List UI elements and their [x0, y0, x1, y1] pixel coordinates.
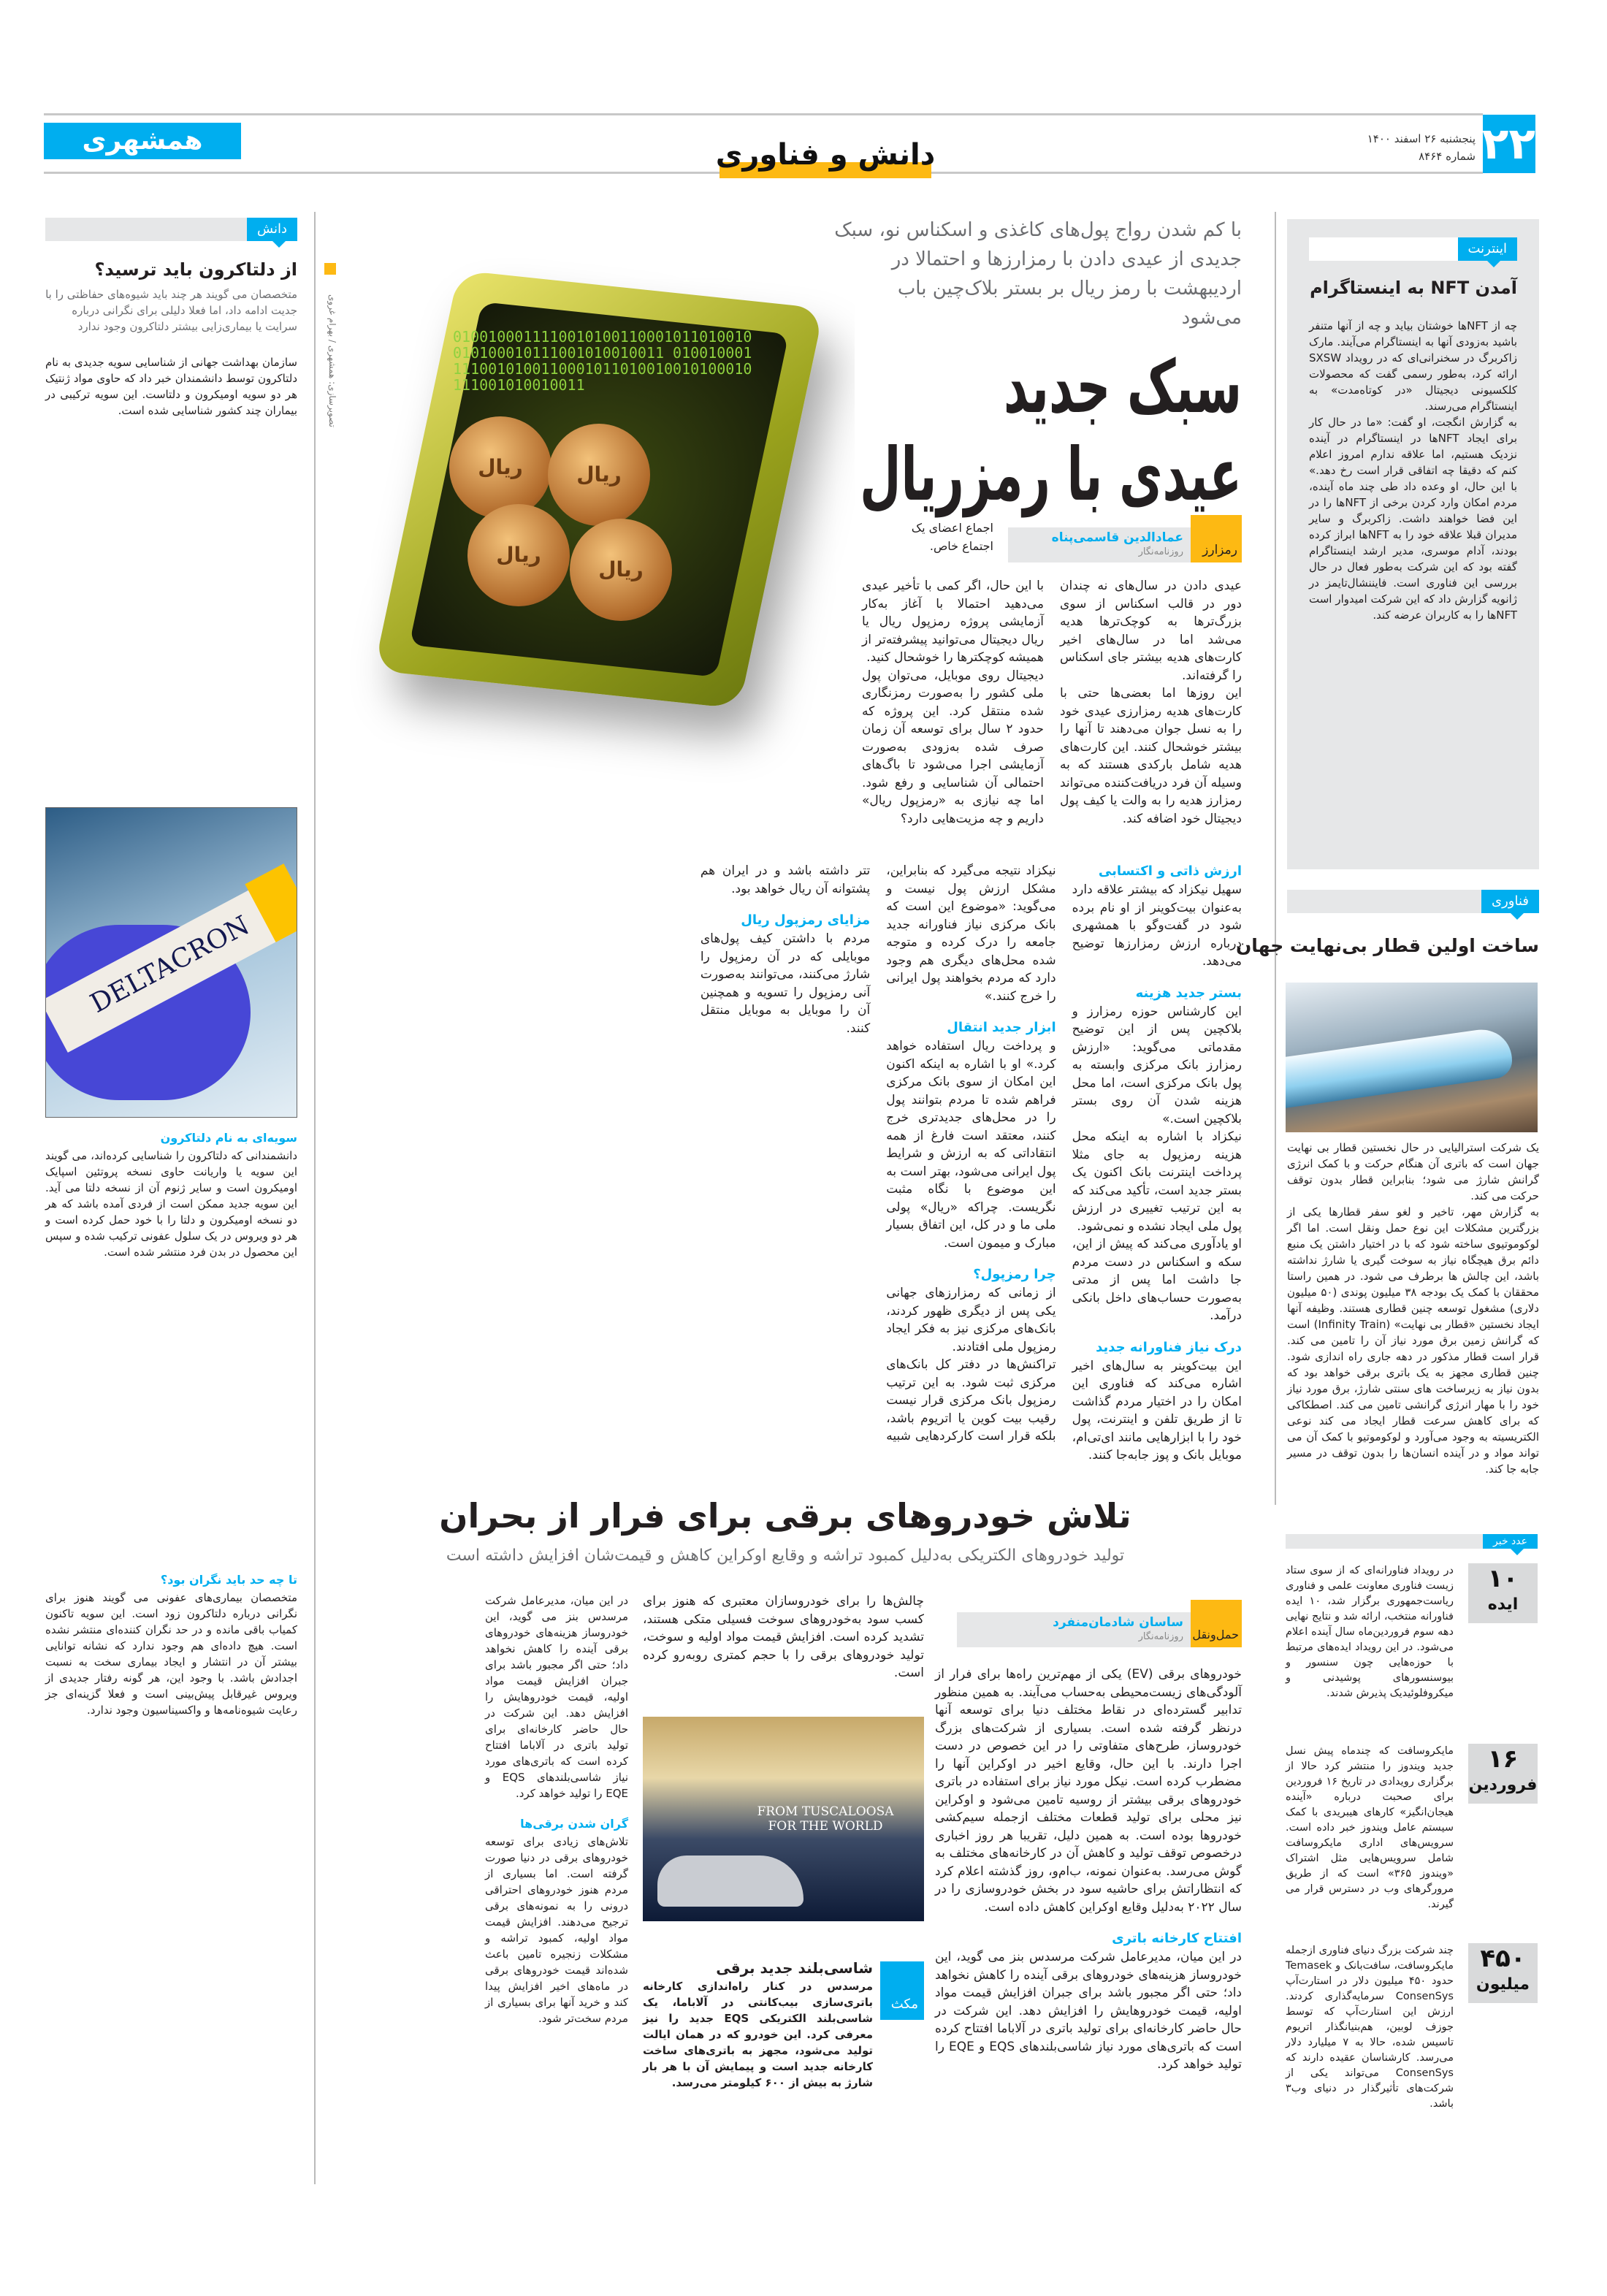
- ev-subtitle: تولید خودروهای الکتریکی به‌دلیل کمبود تراشه و وقایع اوکراین کاهش و قیمت‌شان افزایش داشته است: [446, 1546, 1125, 1565]
- coin-icon: ریال: [449, 416, 551, 519]
- stat-box: ۱۰ ایده: [1468, 1563, 1538, 1623]
- subheading: چرا رمزپول؟: [973, 1267, 1056, 1282]
- train-photo: [1286, 983, 1538, 1132]
- issue-date: پنجشنبه ۲۶ اسفند ۱۴۰۰: [1367, 132, 1476, 145]
- author-role: روزنامه‌نگار: [1138, 546, 1183, 557]
- section-tag: اینترنت: [1458, 237, 1518, 261]
- science-section: تا چه حد باید نگران بود؟ متخصصان بیماری‌های عفونی می گویند هنوز برای نگرانی درباره دلتاکرون زود است. این سویه تاکنون کمیاب باقی مانده و در حد نگران کننده‌ای منتشر نشده است. هیچ داده‌ای هم وجود ندارد که نشانه توانایی بیشتر آن در انتشار و ایجاد بیماری سخت به نسبت اجدادش باشد. با وجود این، هر گونه رفتار جدیدی از ویروس غیرقابل پیش‌بینی است و فعلا گزینه‌ای جز رعایت شیوه‌نامه‌ها و واکسیناسیون وجود ندارد.: [45, 1573, 297, 1717]
- binary-digits: 0100100011110010100110001011010010010100010111001010010011 0100100011110010100110001011010010010100010111001010010011: [453, 328, 752, 394]
- stat-text: در رویداد فناورانه‌ای که از سوی ستاد زیست فناوری معاونت علمی و فناوری ریاست‌جمهوری برگزار شد، ۱۰ ایده فناورانه منتخب، ارائه شد و نتایج نهایی دهه سوم فروردین‌ماه سال آینده اعلام می‌شود. در این رویداد ایده‌های مرتبط با حوزه‌هایی چون سنسور و بیوسنسورهای پوشیدنی و میکروفلوئیدیک پذیرش شدند.: [1286, 1565, 1454, 1699]
- ev-body-left: در این میان، مدیرعامل شرکت مرسدس بنز می گوید، این خودروساز هزینه‌های خودروهای برقی آینده را کاهش نخواهد داد؛ حتی اگر مجبور باشد برای جبران افزایش قیمت مواد اولیه، قیمت خودروهایش را افزایش دهد. این شرکت در حال حاضر کارخانه‌ای برای تولید باتری در آلاباما افتتاح کرده است که باتری‌های مورد نیاز شاسی‌بلندهای EQS و EQE را تولید خواهد کرد. گران شدن برقی‌ها تلاش‌های زیادی برای توسعه خودروهای برقی در دنیا صورت گرفته است. اما بسیاری از مردم هنوز خودروهای احتراقی درونی را به نمونه‌های برقی ترجیح می‌دهند. افزایش قیمت مواد اولیه، کمبود تراشه و مشکلات زنجیره تامین باعث شده‌اند قیمت خودروهای برقی در ماه‌های اخیر افزایش پیدا کند و خرید آنها برای بسیاری از مردم سخت‌تر شود.: [485, 1594, 628, 2025]
- ev-title: تلاش خودروهای برقی برای فرار از بحران: [439, 1496, 1131, 1536]
- ev-factory-photo: [643, 1717, 924, 1921]
- coin-icon: ریال: [570, 519, 672, 621]
- column-divider: [1275, 212, 1276, 1505]
- article-body-lower: ارزش ذاتی و اکتسابی سهیل نیکزاد که بیشتر علاقه دارد به‌عنوان بیت‌کوینر از او نام برده شود در گفت‌وگو با همشهری درباره ارزش رمزارزها توضیح می‌دهد. بستر جدید هزینه این کارشناس حوزه رمزارز و بلاکچین پس از این توضیح مقدماتی می‌گوید: «ارزش رمزارز بانک مرکزی وابسته به پول بانک مرکزی است، اما محل هزینه شدن آن روی بستر بلاکچین است.» نیکزاد با اشاره به اینکه محل هزینه رمزپول به جای مثلا پرداخت اینترنت بانک اکنون یک بستر جدید است، تأکید می‌کند که به این ترتیب تغییری در ارزش پول ملی ایجاد نشده و نمی‌شود. او یادآوری می‌کند که پیش از این، سکه و اسکناس در دست مردم جا داشت اما پس از مدتی به‌صورت حساب‌های داخل بانکی درآمد. درک نیاز فناورانه جدید این بیت‌کوینر به سال‌های اخیر اشاره می‌کند که فناوری این امکان را در اختیار مردم گذاشت تا از طریق تلفن و اینترنت، پول خود را با ابزارهایی مانند ای‌تی‌ام، موبایل بانک و پوز جابه‌جا کنند. نیکزاد نتیجه می‌گیرد که بنابراین، مشکل ارزش پول نیست و می‌گوید: «موضوع این است که بانک مرکزی نیاز فناورانه جدید جامعه را درک کرده و متوجه شده محل‌های دیگری هم وجود دارد که مردم بخواهند پول ایرانی را خرج کنند.» ابزار جدید انتقال و پرداخت ریال استفاده خواهد کرد.» او با اشاره به اینکه اکنون این امکان از سوی بانک مرکزی فراهم شده تا مردم بتوانند پول را در محل‌های جدیدتری خرج کنند، معتقد است فارغ از همه انتقاداتی که به ارزش و شرایط پول ایرانی می‌شود، بهتر است به این موضوع با نگاه مثبت نگریست. چراکه «ریال» پولی ملی ما و در کل، این اتفاق بسیار مبارک و میمون است. چرا رمزپول؟ از زمانی که رمزارزهای جهانی یکی پس از دیگری ظهور کردند، بانک‌های مرکزی نیز به فکر ایجاد رمزپول ملی افتادند. تراکنش‌ها در دفتر کل بانک‌های مرکزی ثبت شود. به این ترتیب رمزپول بانک مرکزی قرار نیست رقیب بیت کوین یا اتریوم باشد، بلکه قرار است کارکردهایی شبیه تتر داشته باشد و در ایران هم پشتوانه آن ریال خواهد بود. مزایای رمزپول ریال مردم با داشتن کیف پول‌های موبایلی که در آن رمزپول را شارژ می‌کنند، می‌توانند به‌صورت آنی رمزپول را تسویه و همچنین آن را موبایل به موبایل منتقل کنند.: [700, 863, 1242, 1462]
- mercedes-box: شاسی‌بلند جدید برقی مرسدس در کنار راه‌اندازی کارخانه باتری‌سازی بیب‌کانتی در آلاباما، یک شاسی‌بلند الکتریکی EQS جدید را نیز معرفی کرد. این خودرو که در همان ایالت تولید می‌شود، مجهز به باتری‌های ساخت کارخانه جدید است و پیمایش آن با هر بار شارژ به بیش از ۶۰۰ کیلومتر می‌رسد.: [643, 1959, 873, 2089]
- internet-body: چه از NFTها خوشتان بیاید و چه از آنها متنفر باشید به‌زودی آنها به اینستاگرام می‌آیند. مارک زاکربرگ در سخنرانی‌ای که در رویداد SXSW ارائه کرد، به‌طور رسمی گفت که محصولات کلکسیونی دیجیتال «در کوتاه‌مدت» به اینستاگرام می‌رسند. به گزارش انگجت، او گفت: «ما در حال کار برای ایجاد NFTها در اینستاگرام در آینده نزدیک هستیم، اما علاقه ندارم امروز اعلام کنم که دقیقا چه اتفاقی قرار است رخ دهد.» با این حال، او وعده داد طی چند ماه آینده، مردم امکان وارد کردن برخی از NFTها را در این فضا خواهند داشت. زاکربرگ و سایر مدیران قبلا علاقه خود را به NFTها ابراز کرده بودند، آدام موسری، مدیر ارشد اینستاگرام گفته بود که این شرکت به‌طور فعال در حال بررسی این فناوری است. فایننشال‌تایمز در ژانویه گزارش داد که این شرکت امیدوار است NFTها را به کاربران عرضه کند.: [1309, 319, 1517, 622]
- author-name: عمادالدین قاسمی‌پناه: [1051, 530, 1183, 545]
- image-credit: تصویرسازی: همشهری / بهرام غروی: [327, 294, 337, 427]
- issue-info: [1322, 130, 1476, 165]
- subheading: ارزش ذاتی و اکتسابی: [1098, 863, 1242, 879]
- stat-text: چند شرکت بزرگ دنیای فناوری ازجمله مایکروسافت، سافت‌بانک و Temasek حدود ۴۵۰ میلیون دلار در استارت‌آپ ConsenSys سرمایه‌گذاری کردند. ارزش این استارت‌آپ که توسط جوزف لوبین، هم‌بنیانگذار اتریوم تاسیس شده، حالا به ۷ میلیارد دلار می‌رسد. کارشناسان عقیده دارند که ConsenSys می‌تواند یکی از شرکت‌های تأثیرگذار در دنیای وب۳ باشد.: [1286, 1945, 1454, 2110]
- ev-body-middle: چالش‌ها را برای خودروسازان معتبری که هنوز برای کسب سود به‌خودروهای سوخت فسیلی متکی هستند، تشدید کرده است. افزایش قیمت مواد اولیه و سوخت، تولید خودروهای برقی را با حجم کمتری روبه‌رو کرده است.: [643, 1594, 924, 1680]
- science-title: از دلتاکرون باید ترسید؟: [94, 259, 297, 280]
- tech-body: یک شرکت استرالیایی در حال نخستین قطار بی نهایت جهان است که باتری آن هنگام حرکت و با کمک انرژی گرانش شارژ می شود؛ بنابراین قطار بدون توقف حرکت می کند. به گزارش مهر، تاخیر و لغو سفر قطارها یکی از بزرگترین مشکلات این نوع حمل ونقل است. اما اگر لوکوموتیوی ساخته شود که با در اختیار داشتن یک منبع دائم برق هیچگاه نیاز به سوخت گیری یا شارژ نداشته باشد، این چالش ها برطرف می شود. در همین راستا محققان با کمک یک بودجه ۳۸ میلیون پوندی (۵۰ میلیون دلاری) مشغول توسعه چنین قطاری هستند. وظیفه آنها ایجاد نخستین «قطار بی نهایت» (Infinity Train) است که گرانش زمین برق مورد نیاز آن را تامین می کند. قرار است قطار مذکور در دهه جاری راه اندازی شود. چنین قطاری مجهز به یک باتری برقی خواهد بود که بدون نیاز به زیرساخت های سنتی شارژ، برق مورد نیاز خود را با مهار انرژی گرانشی تامین می کند. اصطکاکی که برای کاهش سرعت قطار ایجاد می کند نوعی الکتریسیته به وجود می‌آورد و لوکوموتیو با کمک آن می تواند مواد و در آینده انسان‌ها را بدون توقف در مسیر جابه جا کند.: [1287, 1141, 1539, 1476]
- column-divider: [314, 212, 316, 2184]
- category-badge: رمزارز: [1191, 515, 1242, 562]
- section-tag: دانش: [247, 218, 297, 241]
- stat-box: ۱۶ فروردین: [1468, 1744, 1538, 1804]
- article-title: سبک جدید عیدی با رمزریال: [860, 344, 1242, 517]
- section-tag: عدد خبر: [1483, 1534, 1538, 1549]
- header-rule-top: [44, 113, 1483, 115]
- deltacron-photo: [45, 807, 297, 1118]
- subheading: بستر جدید هزینه: [1135, 985, 1242, 1001]
- subheading: ابزار جدید انتقال: [947, 1020, 1056, 1035]
- section-title: دانش و فناوری: [687, 137, 964, 178]
- category-badge: حمل‌ونقل: [1191, 1600, 1242, 1647]
- page-number: ۲۲: [1483, 115, 1535, 173]
- subheading: درک نیاز فناورانه جدید: [1096, 1339, 1242, 1355]
- stat-box: ۴۵۰ میلیون: [1468, 1943, 1538, 2003]
- photo-banner-text: FROM TUSCALOOSA FOR THE WORLD: [757, 1804, 894, 1834]
- article-body-upper: عیدی دادن در سال‌های نه چندان دور در قالب اسکناس از سوی بزرگ‌ترها به کوچک‌ترها هدیه می‌شد اما در سال‌های اخیر کارت‌های هدیه بیشتر جای اسکناس را گرفته‌اند. این روزها اما بعضی‌ها حتی با کارت‌های هدیه رمزارزی عیدی خود را به نسل جوان می‌دهند تا آنها را بیشتر خوشحال کنند. این کارت‌های هدیه شامل بارکدی هستند که به وسیله آن فرد دریافت‌کننده می‌تواند رمزارز هدیه را به والت یا کیف پول دیجیتال خود اضافه کند. با این حال، اگر کمی با تأخیر عیدی می‌دهید احتمالا با آغاز به‌کار آزمایشی پروژه رمزپول ریال یا ریال دیجیتال می‌توانید پیشرفته‌تر از همیشه کوچکترها را خوشحال کنید. دیجیتال روی موبایل، می‌توان پول ملی کشور را به‌صورت رمزنگاری شده منتقل کرد. این پروژه که حدود ۲ سال برای توسعه آن زمان صرف شده به‌زودی به‌صورت آزمایشی اجرا می‌شود تا باگ‌های احتمالی آن شناسایی و رفع شود. اما چه نیازی به «رمزپول ریال» داریم و چه مزیت‌هایی دارد؟: [862, 579, 1242, 826]
- pull-quote: اجماع اعضای یک اجتماع خاص.: [911, 521, 993, 553]
- newspaper-logo: همشهری: [44, 123, 241, 159]
- issue-number: شماره ۸۴۶۴: [1419, 150, 1476, 163]
- section-tag: فناوری: [1481, 890, 1539, 913]
- deltacron-label: DELTACRON: [45, 877, 297, 1053]
- ev-byline: ساسان شادمان‌منفرد روزنامه‌نگار: [957, 1612, 1191, 1647]
- tech-title: ساخت اولین قطار بی‌نهایت جهان: [1235, 935, 1539, 956]
- science-lead: متخصصان می گویند هر چند باید شیوه‌های حفاظتی را با جدیت ادامه داد، اما فعلا دلیلی برای نگرانی درباره سرایت یا بیماری‌زایی بیشتر دلتاکرون وجود ندارد: [45, 288, 297, 333]
- ev-body-right: خودروهای برقی (EV) یکی از مهم‌ترین راه‌ها برای فرار از آلودگی‌های زیست‌محیطی به‌حساب می‌آیند. به همین منظور تدابیر گسترده‌ای در نقاط مختلف دنیا برای توسعه آنها درنظر گرفته شده است. بسیاری از شرکت‌های بزرگ خودروساز، طرح‌های متفاوتی را در این خصوص در دست اجرا دارند. با این حال، وقایع اخیر در اوکراین آنها را مضطرب کرده است. نیکل مورد نیاز برای استفاده در باتری خودروهای برقی بیشتر از روسیه تامین می‌شود و اوکراین نیز محلی برای تولید قطعات مختلف ازجمله سیم‌کشی خودروها بوده است. به همین دلیل، تقریبا هر روز اخباری درخصوص توقف تولید و کاهش آن در کارخانه‌های مختلف به گوش می‌رسد. به‌عنوان نمونه، ب‌ام‌و، روز گذشته اعلام کرد که انتظاراتش برای حاشیه سود در بخش خودروسازی را در سال ۲۰۲۲ به‌دلیل وقایع اوکراین کاهش داده است. افتتاح کارخانه باتری در این میان، مدیرعامل شرکت مرسدس بنز می گوید، این خودروساز هزینه‌های خودروهای برقی آینده را کاهش نخواهد داد؛ حتی اگر مجبور باشد برای جبران افزایش قیمت مواد اولیه، قیمت خودروهایش را افزایش دهد. این شرکت در حال حاضر کارخانه‌ای برای تولید باتری در آلاباما افتتاح کرده است که باتری‌های مورد نیاز شاسی‌بلندهای EQS و EQE را تولید خواهد کرد.: [935, 1667, 1243, 2072]
- subheading: مزایای رمزپول ریال: [741, 912, 871, 928]
- credit-marker: [324, 263, 336, 275]
- science-intro: سازمان بهداشت جهانی از شناسایی سویه جدیدی به نام دلتاکرون توسط دانشمندان خبر داد که حاوی مواد ژنتیک هر دو سویه اومیکرون و دلتاست. این سویه ترکیبی در بیماران چند کشور شناسایی شده است.: [45, 356, 297, 417]
- coin-icon: ریال: [548, 424, 650, 526]
- science-section: سویه‌ای به نام دلتاکرون دانشمندانی که دلتاکرون را شناسایی کرده‌اند، می گویند این سویه یا واریانت حاوی نسخه پروتئین اسپایک اومیکرون است و سایر ژنوم آن از نسخه دلتا می آید. این سویه جدید ممکن است از فردی آمده باشد که هر دو نسخه اومیکرون و دلتا را با خود حمل کرده است و هر دو ویروس در یک سلول عفونی ترکیب شده و سپس این محصول در بدن فرد منتشر شده است.: [45, 1131, 297, 1259]
- coin-icon: ریال: [467, 504, 570, 606]
- box-tag: مکث: [880, 1961, 924, 2020]
- internet-panel: [1287, 219, 1539, 869]
- article-kicker: با کم شدن رواج پول‌های کاغذی و اسکناس نو، سبک جدیدی از عیدی دادن با رمزارزها و احتمالا در اردیبهشت با رمز ریال بر بستر بلاک‌چین باب می‌شود: [834, 219, 1242, 329]
- internet-title: آمدن NFT به اینستاگرام: [1310, 278, 1517, 298]
- crypto-tray-illustration: [329, 219, 855, 862]
- author-byline: [1008, 527, 1191, 562]
- stat-text: مایکروسافت که چندماه پیش نسل جدید ویندوز را منتشر کرد حالا از برگزاری رویدادی در تاریخ ۱۶ فروردین برای صحبت درباره «آینده هیجان‌انگیز» کارهای هیبریدی با کمک سیستم عامل ویندوز خبر داده است. سرویس‌های اداری مایکروسافت شامل سرویس‌هایی مثل اشتراک «ویندوز ۳۶۵» است که از طریق مرورگرهای وب در دسترس قرار می گیرند.: [1286, 1745, 1454, 1910]
